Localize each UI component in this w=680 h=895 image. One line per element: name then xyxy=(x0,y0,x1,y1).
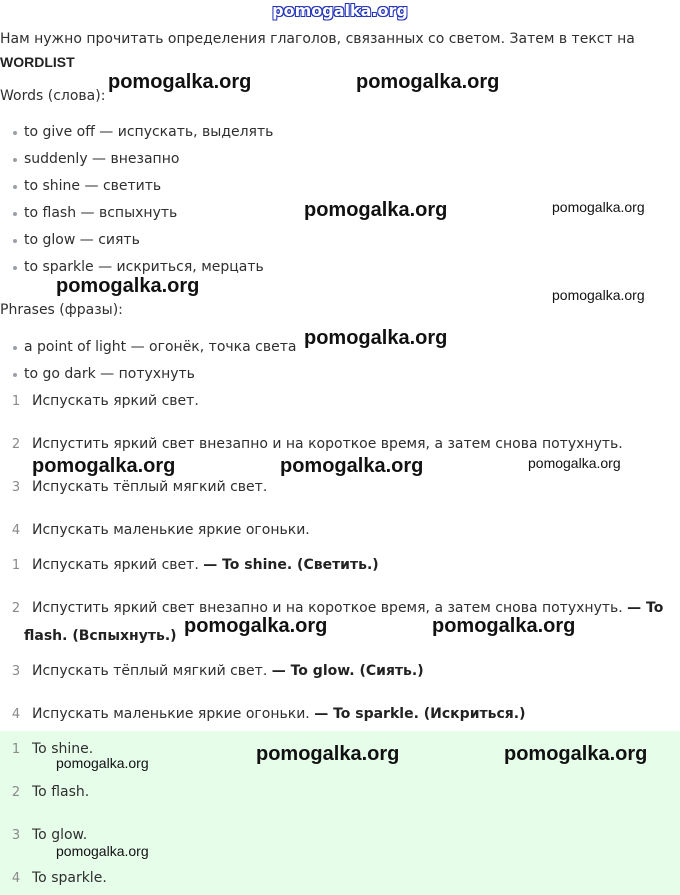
list-number: 4 xyxy=(11,523,21,538)
bullet-icon xyxy=(13,131,17,135)
word-item: to glow — сиять xyxy=(24,232,140,248)
list-number: 4 xyxy=(11,707,21,722)
bullet-icon xyxy=(13,373,17,377)
watermark: pomogalka.org xyxy=(108,71,252,93)
list-number: 1 xyxy=(11,558,21,573)
explained-text: Испустить яркий свет внезапно и на короткое время, а затем снова потухнуть. xyxy=(32,600,623,616)
phrases-title: Phrases (фразы): xyxy=(0,302,123,318)
list-number: 3 xyxy=(11,480,21,495)
list-number: 2 xyxy=(11,785,21,800)
explained-answer: — To glow. (Сиять.) xyxy=(271,663,424,679)
phrase-item: a point of light — огонёк, точка света xyxy=(24,339,297,355)
answer-text: To shine. xyxy=(32,741,94,757)
watermark: pomogalka.org xyxy=(356,71,500,93)
bullet-icon xyxy=(13,266,17,270)
list-number: 3 xyxy=(11,828,21,843)
explained-item xyxy=(32,557,379,573)
definition-text: Испускать тёплый мягкий свет. xyxy=(32,479,268,495)
definition-text: Испускать яркий свет. xyxy=(32,393,199,409)
words-title: Words (слова): xyxy=(0,88,106,104)
watermark: pomogalka.org xyxy=(280,455,424,477)
bullet-icon xyxy=(13,239,17,243)
explained-answer: — To shine. (Светить.) xyxy=(203,557,379,573)
wordlist-heading: WORDLIST xyxy=(0,54,75,70)
explained-text: Испускать маленькие яркие огоньки. xyxy=(32,706,310,722)
list-number: 2 xyxy=(11,601,21,616)
word-item: to shine — светить xyxy=(24,178,162,194)
explained-answer-cont: flash. (Вспыхнуть.) xyxy=(24,628,177,644)
phrase-item: to go dark — потухнуть xyxy=(24,366,195,382)
watermark: pomogalka.org xyxy=(56,843,149,859)
list-number: 1 xyxy=(11,394,21,409)
definition-text: Испускать маленькие яркие огоньки. xyxy=(32,522,310,538)
explained-item xyxy=(32,600,663,616)
watermark: pomogalka.org xyxy=(304,327,448,349)
bullet-icon xyxy=(13,346,17,350)
watermark: pomogalka.org xyxy=(504,743,648,765)
site-logo[interactable]: pomogalka.org xyxy=(272,1,408,20)
watermark: pomogalka.org xyxy=(432,615,576,637)
definition-text: Испустить яркий свет внезапно и на короткое время, а затем снова потухнуть. xyxy=(32,436,623,452)
list-number: 1 xyxy=(11,742,21,757)
watermark: pomogalka.org xyxy=(552,199,645,215)
list-number: 4 xyxy=(11,871,21,886)
word-item: to sparkle — искриться, мерцать xyxy=(24,259,264,275)
watermark: pomogalka.org xyxy=(256,743,400,765)
word-item: suddenly — внезапно xyxy=(24,151,180,167)
answer-text: To sparkle. xyxy=(32,870,107,886)
word-item: to give off — испускать, выделять xyxy=(24,124,274,140)
answer-text: To glow. xyxy=(32,827,88,843)
bullet-icon xyxy=(13,158,17,162)
watermark: pomogalka.org xyxy=(304,199,448,221)
watermark: pomogalka.org xyxy=(184,615,328,637)
explained-answer: — To sparkle. (Искриться.) xyxy=(314,706,526,722)
explained-item xyxy=(32,706,525,722)
watermark: pomogalka.org xyxy=(32,455,176,477)
word-item: to flash — вспыхнуть xyxy=(24,205,178,221)
explained-text: Испускать тёплый мягкий свет. xyxy=(32,663,268,679)
explained-answer: — To xyxy=(627,600,664,616)
watermark: pomogalka.org xyxy=(56,275,200,297)
explained-text: Испускать яркий свет. xyxy=(32,557,199,573)
watermark: pomogalka.org xyxy=(56,755,149,771)
watermark: pomogalka.org xyxy=(528,455,621,471)
bullet-icon xyxy=(13,185,17,189)
answer-text: To flash. xyxy=(32,784,90,800)
intro-text: Нам нужно прочитать определения глаголов, связанных со светом. Затем в текст на xyxy=(0,31,635,47)
explained-item xyxy=(32,663,424,679)
list-number: 3 xyxy=(11,664,21,679)
list-number: 2 xyxy=(11,437,21,452)
watermark: pomogalka.org xyxy=(552,287,645,303)
bullet-icon xyxy=(13,212,17,216)
